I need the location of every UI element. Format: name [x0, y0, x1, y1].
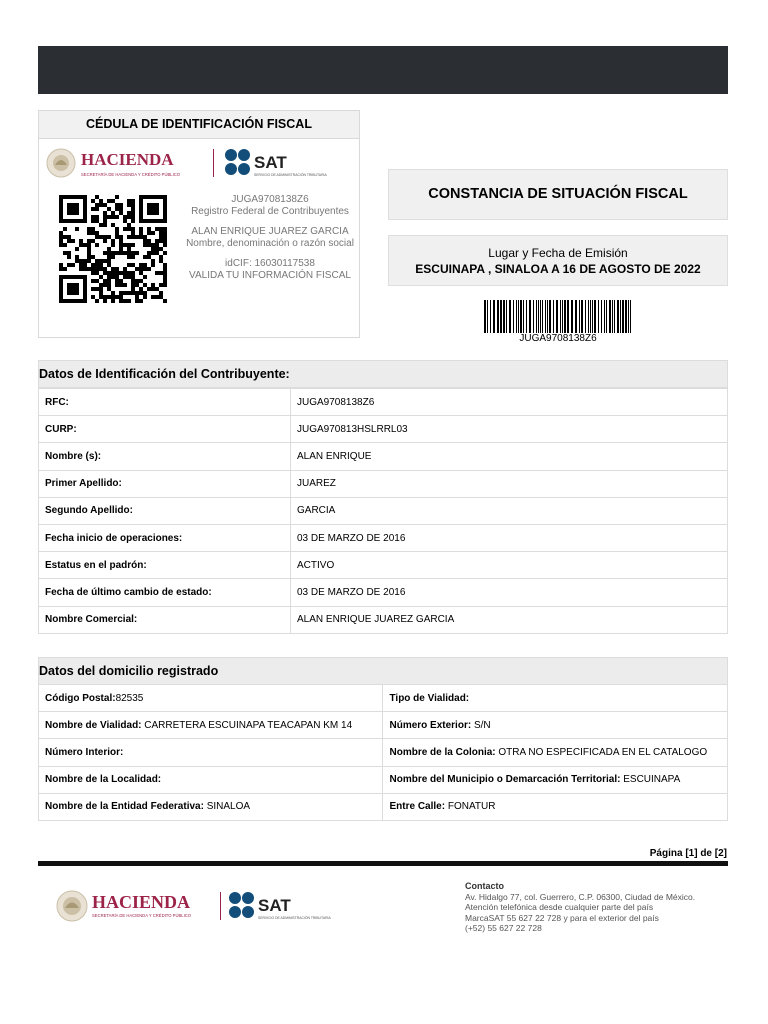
cedula-name: ALAN ENRIQUE JUAREZ GARCIA: [191, 226, 349, 237]
identificacion-table: [38, 388, 728, 634]
contacto-line: (+52) 55 627 22 728: [465, 923, 542, 933]
row-label: Segundo Apellido:: [39, 497, 291, 524]
header-bar: [38, 46, 728, 94]
domicilio-cell: [383, 739, 728, 766]
row-label: Nombre Comercial:: [39, 606, 291, 633]
row-value: 03 DE MARZO DE 2016: [291, 579, 728, 606]
domicilio-cell: [39, 685, 383, 712]
cedula-name-label: Nombre, denominación o razón social: [186, 237, 354, 249]
cedula-title: CÉDULA DE IDENTIFICACIÓN FISCAL: [39, 111, 359, 139]
constancia-title: CONSTANCIA DE SITUACIÓN FISCAL: [388, 169, 728, 220]
cell-label: Código Postal:: [45, 692, 116, 704]
barcode-text: JUGA9708138Z6: [519, 333, 597, 344]
footer-sat-logo: [226, 888, 356, 924]
contacto-block: [465, 881, 735, 934]
domicilio-cell: [383, 712, 728, 739]
row-label: RFC:: [39, 389, 291, 416]
footer-divider: [38, 861, 728, 866]
table-row: [39, 443, 728, 470]
contacto-line: Atención telefónica desde cualquier parte del país: [465, 902, 654, 912]
cell-label: Nombre de Vialidad:: [45, 719, 142, 731]
row-value: JUGA9708138Z6: [291, 389, 728, 416]
footer-hacienda-subtext: SECRETARÍA DE HACIENDA Y CRÉDITO PÚBLICO: [92, 913, 192, 918]
cell-value: S/N: [471, 719, 491, 731]
cell-value: 82535: [115, 692, 144, 704]
contacto-line: Av. Hidalgo 77, col. Guerrero, C.P. 06300, Ciudad de México.: [465, 891, 696, 902]
footer-hacienda-logo: [54, 886, 224, 926]
footer-sat-subtext: SERVICIO DE ADMINISTRACIÓN TRIBUTARIA: [258, 916, 331, 920]
cell-value: FONATUR: [445, 801, 496, 813]
sat-logo-text: SAT: [254, 153, 287, 172]
logos-row: [45, 143, 355, 183]
row-label: Primer Apellido:: [39, 470, 291, 497]
identificacion-title: Datos de Identificación del Contribuyente:: [38, 360, 728, 388]
qr-code: [59, 195, 167, 303]
domicilio-title: Datos del domicilio registrado: [38, 657, 728, 685]
lugar-value: ESCUINAPA , SINALOA A 16 DE AGOSTO DE 2022: [415, 262, 701, 276]
table-row: [39, 524, 728, 551]
cell-value: OTRA NO ESPECIFICADA EN EL CATALOGO: [495, 746, 708, 758]
hacienda-logo-text: HACIENDA: [81, 150, 174, 169]
cell-value: ESCUINAPA: [620, 774, 681, 786]
cell-label: Tipo de Vialidad:: [389, 692, 470, 704]
row-value: JUAREZ: [291, 470, 728, 497]
row-label: CURP:: [39, 416, 291, 443]
row-label: Nombre (s):: [39, 443, 291, 470]
table-row: [39, 739, 728, 766]
table-row: [39, 579, 728, 606]
hacienda-logo: [45, 145, 215, 181]
row-value: ALAN ENRIQUE: [291, 443, 728, 470]
table-row: [39, 606, 728, 633]
cell-label: Número Interior:: [45, 746, 124, 758]
row-value: 03 DE MARZO DE 2016: [291, 524, 728, 551]
cell-value: CARRETERA ESCUINAPA TEACAPAN KM 14: [141, 719, 353, 731]
table-row: [39, 470, 728, 497]
cedula-valida: VALIDA TU INFORMACIÓN FISCAL: [189, 269, 351, 281]
contacto-line: MarcaSAT 55 627 22 728 y para el exterior del país: [465, 912, 659, 923]
cedula-rfc: JUGA9708138Z6: [231, 194, 309, 205]
cell-label: Número Exterior:: [389, 719, 472, 731]
row-label: Fecha de último cambio de estado:: [39, 579, 291, 606]
domicilio-cell: [39, 793, 383, 820]
footer-sat-text: SAT: [258, 896, 291, 915]
lugar-label: Lugar y Fecha de Emisión: [488, 246, 628, 260]
domicilio-cell: [39, 712, 383, 739]
contacto-title: Contacto: [465, 881, 504, 891]
cedula-rfc-label: Registro Federal de Contribuyentes: [191, 205, 349, 217]
barcode: [484, 300, 632, 333]
row-value: JUGA970813HSLRRL03: [291, 416, 728, 443]
sat-logo-subtext: SERVICIO DE ADMINISTRACIÓN TRIBUTARIA: [254, 173, 327, 177]
lugar-fecha-box: [388, 235, 728, 286]
cedula-info: [185, 194, 355, 290]
domicilio-cell: [383, 766, 728, 793]
row-value: ACTIVO: [291, 552, 728, 579]
table-row: [39, 497, 728, 524]
table-row: [39, 389, 728, 416]
footer-hacienda-text: HACIENDA: [92, 892, 191, 912]
row-value: ALAN ENRIQUE JUAREZ GARCIA: [291, 606, 728, 633]
cell-label: Entre Calle:: [389, 801, 446, 813]
domicilio-cell: [383, 685, 728, 712]
hacienda-logo-subtext: SECRETARÍA DE HACIENDA Y CRÉDITO PÚBLICO: [81, 172, 181, 177]
table-row: [39, 685, 728, 712]
table-row: [39, 552, 728, 579]
row-label: Fecha inicio de operaciones:: [39, 524, 291, 551]
row-value: GARCIA: [291, 497, 728, 524]
table-row: [39, 712, 728, 739]
domicilio-cell: [39, 739, 383, 766]
page-number: Página [1] de [2]: [649, 848, 727, 859]
cell-value: SINALOA: [203, 801, 251, 813]
table-row: [39, 766, 728, 793]
cedula-card: [38, 110, 360, 338]
cedula-idcif: idCIF: 16030117538: [225, 258, 315, 269]
row-label: Estatus en el padrón:: [39, 552, 291, 579]
cell-label: Nombre de la Colonia:: [389, 746, 496, 758]
domicilio-cell: [383, 793, 728, 820]
table-row: [39, 416, 728, 443]
cell-label: Nombre de la Localidad:: [45, 774, 162, 786]
cell-label: Nombre de la Entidad Federativa:: [45, 801, 204, 813]
table-row: [39, 793, 728, 820]
domicilio-table: [38, 684, 728, 821]
sat-logo: [223, 145, 358, 181]
domicilio-cell: [39, 766, 383, 793]
cell-label: Nombre del Municipio o Demarcación Territorial:: [389, 774, 621, 786]
